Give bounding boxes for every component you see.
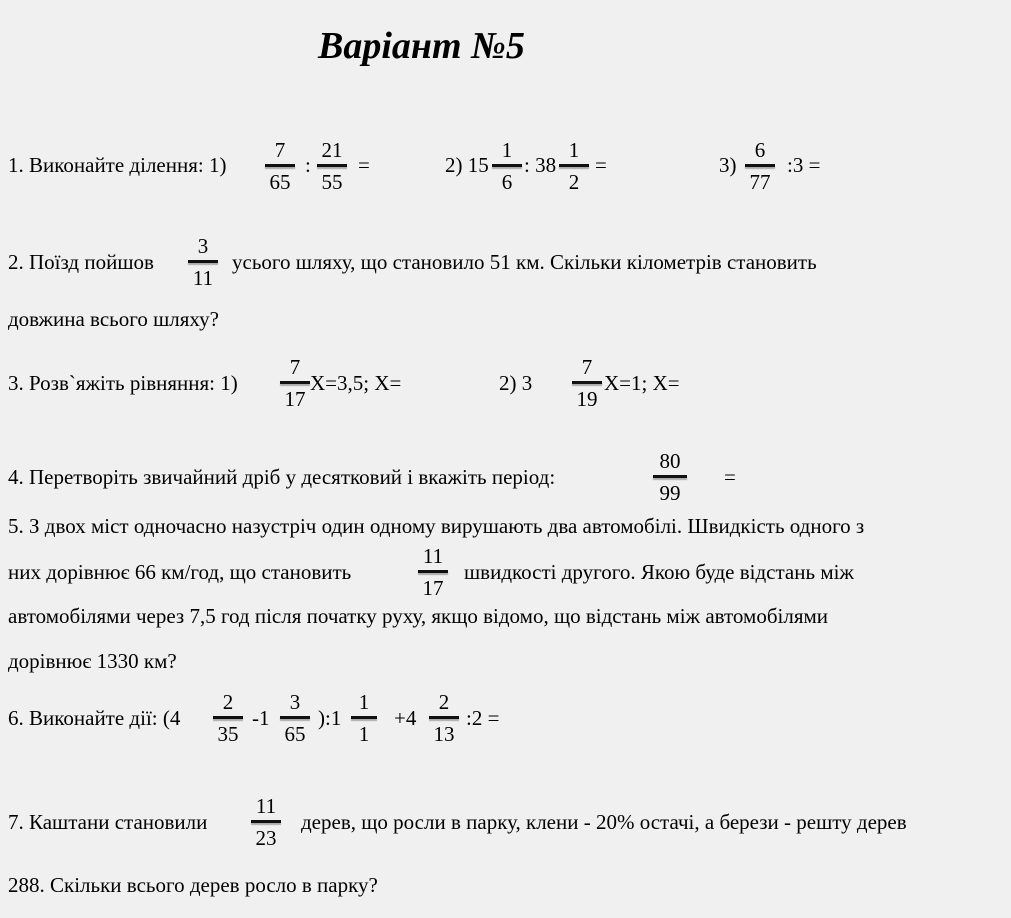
task2-rest: усього шляху, що становило 51 км. Скільки кілометрів становить: [232, 250, 817, 274]
task1-eq1: =: [358, 153, 370, 177]
task6-fraction-3: 1 1: [348, 690, 380, 746]
task7-rest: дерев, що росли в парку, клени - 20% остачі, а берези - решту дерев: [301, 810, 907, 834]
task1-part3b: :3 =: [787, 153, 821, 177]
task3-part2: 2) 3: [499, 371, 533, 395]
task5-fraction: 11 17: [415, 544, 451, 600]
task6-fraction-1: 2 35: [210, 690, 246, 746]
page-title: Варіант №5: [318, 25, 525, 67]
task1-lead: 1. Виконайте ділення: 1): [8, 153, 227, 177]
task3-fraction-1: 7 17: [277, 355, 313, 411]
task7-line2: 288. Скільки всього дерев росло в парку?: [8, 873, 378, 897]
task1-fraction-3: 1 6: [489, 138, 525, 194]
task6-op3: +4: [394, 706, 417, 730]
task2-lead: 2. Поїзд пойшов: [8, 250, 154, 274]
task3-fraction-2: 7 19: [569, 355, 605, 411]
task5-line3: автомобілями через 7,5 год після початку руху, якщо відомо, що відстань між автомобілями: [8, 604, 829, 628]
task1-fraction-2: 21 55: [314, 138, 350, 194]
task1-part3a: 3): [719, 153, 737, 177]
task3-lead: 3. Розв`яжіть рівняння: 1): [8, 371, 238, 395]
task5-line4: дорівнює 1330 км?: [8, 649, 177, 673]
task4-lead: 4. Перетворіть звичайний дріб у десятковий і вкажіть період:: [8, 465, 556, 489]
task1-op1: :: [305, 153, 311, 177]
task1-fraction-4: 1 2: [556, 138, 592, 194]
task4-eq: =: [724, 465, 736, 489]
task3-answer-2: Х=1; Х=: [604, 371, 680, 395]
task4-fraction: 80 99: [650, 449, 690, 505]
task5-line1: 5. З двох міст одночасно назустріч один одному вирушають два автомобілі. Швидкість одного з: [8, 514, 865, 538]
task1-fraction-5: 6 77: [742, 138, 778, 194]
task7-fraction: 11 23: [248, 794, 284, 850]
task6-op4: :2 =: [466, 706, 500, 730]
task3-answer-1: Х=3,5; Х=: [310, 371, 402, 395]
task1-part2a: 2) 15: [445, 153, 489, 177]
task6-op2: ):1: [318, 706, 342, 730]
task1-part2c: =: [595, 153, 607, 177]
task2-line2: довжина всього шляху?: [8, 307, 219, 331]
task2-fraction: 3 11: [185, 234, 221, 290]
task6-fraction-4: 2 13: [426, 690, 462, 746]
task6-op1: -1: [252, 706, 270, 730]
task7-lead: 7. Каштани становили: [8, 810, 208, 834]
task6-fraction-2: 3 65: [277, 690, 313, 746]
task1-fraction-1: 7 65: [262, 138, 298, 194]
task1-part2b: : 38: [524, 153, 557, 177]
task6-lead: 6. Виконайте дії: (4: [8, 706, 181, 730]
task5-line2a: них дорівнює 66 км/год, що становить: [8, 560, 352, 584]
task5-line2b: швидкості другого. Якою буде відстань між: [464, 560, 854, 584]
